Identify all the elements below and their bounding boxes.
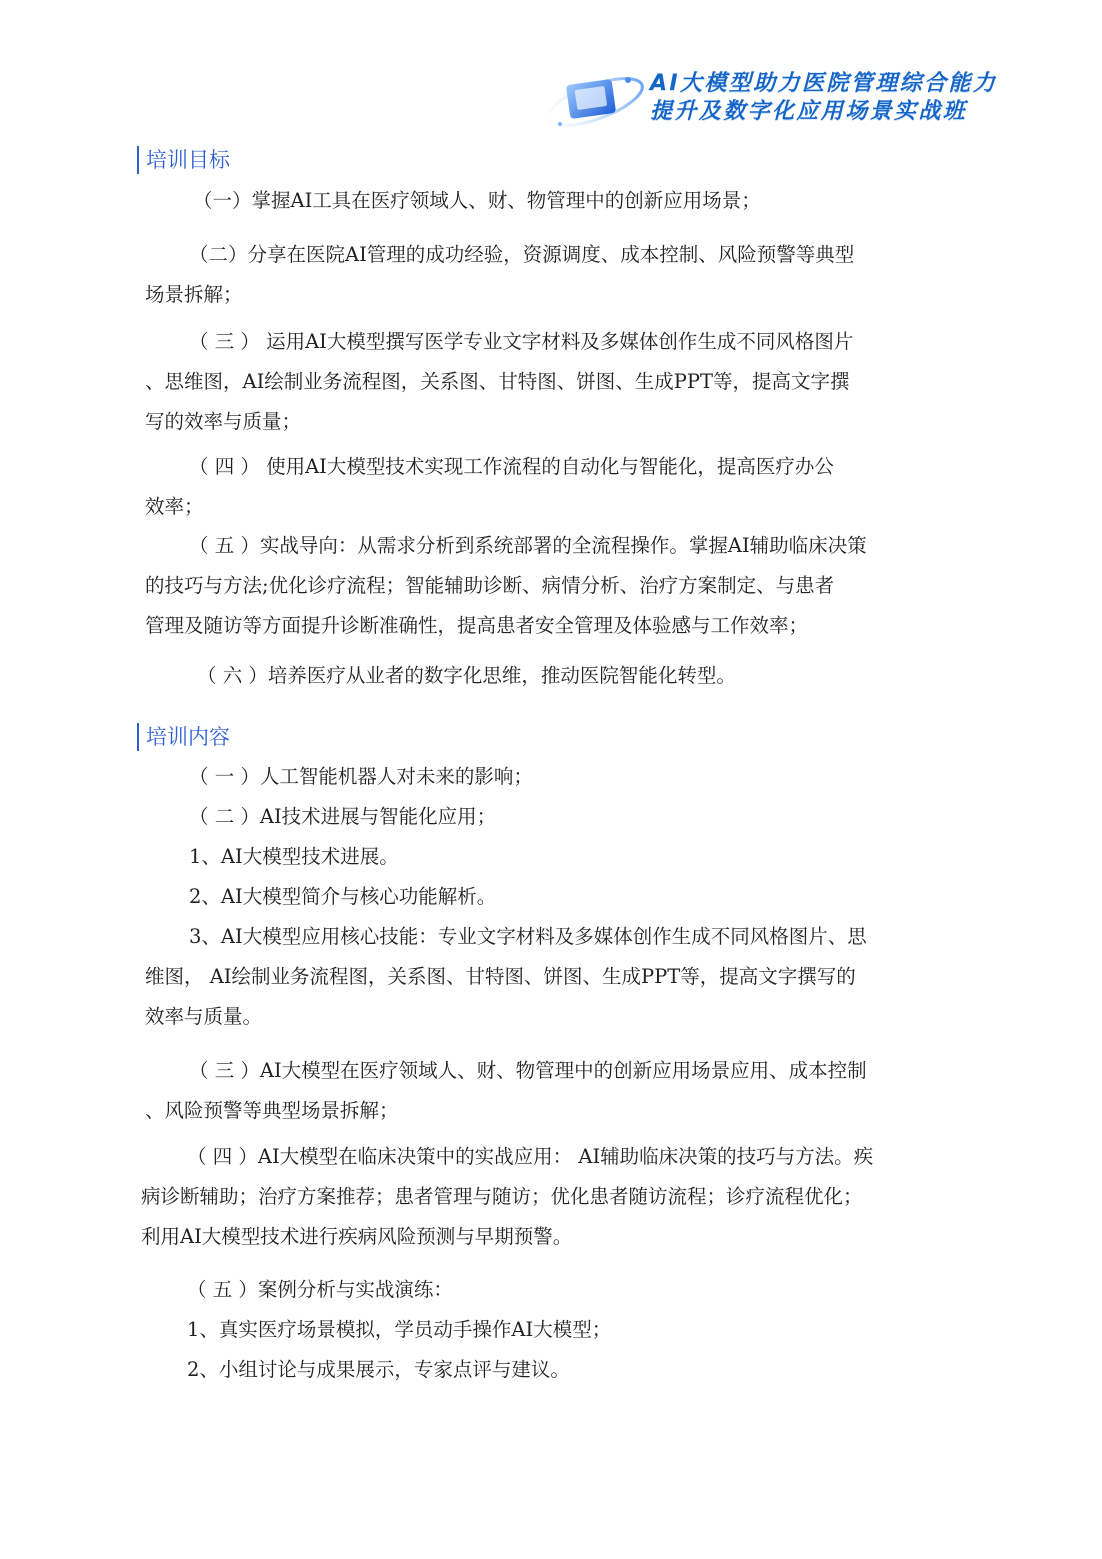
header-banner bbox=[540, 52, 1060, 152]
goal-item-5 bbox=[145, 526, 963, 646]
goal-5-line-2: 的技巧与方法;优化诊疗流程；智能辅助诊断、病情分析、治疗方案制定、与患者 bbox=[145, 574, 835, 597]
content-7-line-2: 病诊断辅助；治疗方案推荐；患者管理与随访；优化患者随访流程；诊疗流程优化； bbox=[141, 1185, 863, 1208]
ai-screen-logo-icon bbox=[540, 58, 650, 148]
content-item-5 bbox=[145, 917, 963, 1037]
goal-item-4 bbox=[145, 447, 963, 527]
content-item-7 bbox=[141, 1137, 959, 1257]
content-10-line-1: 2、小组讨论与成果展示，专家点评与建议。 bbox=[187, 1358, 570, 1381]
goal-1-line-1: （一）掌握AI工具在医疗领域人、财、物管理中的创新应用场景； bbox=[193, 189, 761, 212]
content-3-line-1: 1、AI大模型技术进展。 bbox=[189, 845, 399, 868]
content-5-line-1: 3、AI大模型应用核心技能：专业文字材料及多媒体创作生成不同风格图片、思 bbox=[189, 925, 867, 948]
goal-5-line-3: 管理及随访等方面提升诊断准确性，提高患者安全管理及体验感与工作效率； bbox=[145, 614, 809, 637]
content-item-1 bbox=[145, 757, 963, 797]
content-8-line-1: （ 五 ）案例分析与实战演练： bbox=[187, 1278, 453, 1301]
content-item-6 bbox=[145, 1051, 963, 1131]
banner-title bbox=[650, 70, 1060, 126]
content-item-9 bbox=[145, 1310, 963, 1350]
content-item-4 bbox=[145, 877, 963, 917]
content-6-line-1: （ 三 ）AI大模型在医疗领域人、财、物管理中的创新应用场景应用、成本控制 bbox=[189, 1059, 867, 1082]
goal-4-line-2: 效率； bbox=[145, 495, 204, 518]
section-heading-content: 培训内容 bbox=[137, 723, 230, 751]
goal-3-line-2: 、思维图，AI绘制业务流程图，关系图、甘特图、饼图、生成PPT等，提高文字撰 bbox=[145, 370, 850, 393]
goal-3-line-1: （ 三 ） 运用AI大模型撰写医学专业文字材料及多媒体创作生成不同风格图片 bbox=[189, 330, 854, 353]
section-heading-goals: 培训目标 bbox=[137, 146, 230, 174]
content-1-line-1: （ 一 ）人工智能机器人对未来的影响； bbox=[189, 765, 533, 788]
content-6-line-2: 、风险预警等典型场景拆解； bbox=[145, 1099, 399, 1122]
goal-item-2 bbox=[145, 235, 963, 315]
content-9-line-1: 1、真实医疗场景模拟，学员动手操作AI大模型； bbox=[187, 1318, 612, 1341]
goal-3-line-3: 写的效率与质量； bbox=[145, 410, 302, 433]
banner-title-line-2: 提升及数字化应用场景实战班 bbox=[650, 99, 968, 124]
goal-item-6 bbox=[145, 656, 963, 696]
banner-title-line-1: AI大模型助力医院管理综合能力 bbox=[650, 71, 998, 96]
content-item-10 bbox=[145, 1350, 963, 1390]
content-item-8 bbox=[145, 1270, 963, 1310]
content-4-line-1: 2、AI大模型简介与核心功能解析。 bbox=[189, 885, 497, 908]
goal-item-1 bbox=[145, 181, 963, 221]
content-5-line-3: 效率与质量。 bbox=[145, 1005, 263, 1028]
content-5-line-2: 维图， AI绘制业务流程图，关系图、甘特图、饼图、生成PPT等，提高文字撰写的 bbox=[145, 965, 856, 988]
goal-4-line-1: （ 四 ） 使用AI大模型技术实现工作流程的自动化与智能化，提高医疗办公 bbox=[189, 455, 834, 478]
goal-5-line-1: （ 五 ）实战导向：从需求分析到系统部署的全流程操作。掌握AI辅助临床决策 bbox=[189, 534, 867, 557]
goal-6-line-1: （ 六 ）培养医疗从业者的数字化思维，推动医院智能化转型。 bbox=[197, 664, 736, 687]
goal-2-line-2: 场景拆解； bbox=[145, 283, 243, 306]
goal-item-3 bbox=[145, 322, 963, 442]
content-item-3 bbox=[145, 837, 963, 877]
content-7-line-3: 利用AI大模型技术进行疾病风险预测与早期预警。 bbox=[141, 1225, 573, 1248]
content-2-line-1: （ 二 ）AI技术进展与智能化应用； bbox=[189, 805, 497, 828]
goal-2-line-1: （二）分享在医院AI管理的成功经验，资源调度、成本控制、风险预警等典型 bbox=[189, 243, 855, 266]
content-7-line-1: （ 四 ）AI大模型在临床决策中的实战应用： AI辅助临床决策的技巧与方法。疾 bbox=[187, 1145, 874, 1168]
content-item-2 bbox=[145, 797, 963, 837]
